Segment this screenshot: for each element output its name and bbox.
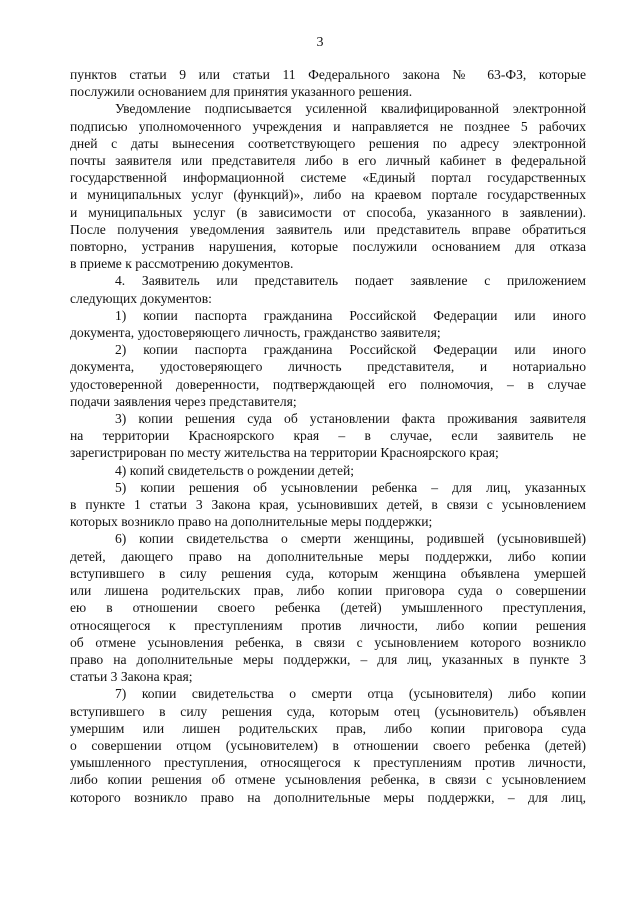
paragraph xyxy=(70,100,586,272)
text-line: документа, удостоверяющего личность представителя, и нотариально xyxy=(70,359,586,375)
text-line: которого возникло право на дополнительные меры поддержки, – для лиц, xyxy=(70,789,586,805)
paragraph xyxy=(70,272,586,306)
paragraph xyxy=(70,410,586,462)
paragraph xyxy=(70,530,586,685)
text-line: 2) копии паспорта гражданина Российской Федерации или иного xyxy=(115,342,586,358)
text-line: 5) копии решения об усыновлении ребенка – для лиц, указанных xyxy=(115,479,586,495)
text-line: удостоверенной доверенности, подтверждающей его полномочия, – в случае xyxy=(70,376,586,392)
text-line: в приеме к рассмотрению документов. xyxy=(70,256,294,272)
text-line: относящегося к преступлениям против личности, либо копии решения xyxy=(70,617,586,633)
text-line: 1) копии паспорта гражданина Российской Федерации или иного xyxy=(115,307,586,323)
text-line: подачи заявления через представителя; xyxy=(70,393,297,409)
text-line: 3) копии решения суда об установлении факта проживания заявителя xyxy=(115,411,586,427)
text-line: 7) копии свидетельства о смерти отца (усыновителя) либо копии xyxy=(115,686,586,702)
paragraph xyxy=(70,341,586,410)
text-line: Уведомление подписывается усиленной квалифицированной электронной xyxy=(115,101,586,117)
text-line: в пункте 1 статьи 3 Закона края, усыновивших детей, в связи с усыновлением xyxy=(70,497,586,513)
text-line: вступившего в силу решения суда, которым отец (усыновитель) объявлен xyxy=(70,703,586,719)
paragraph xyxy=(70,479,586,531)
text-line: следующих документов: xyxy=(70,290,212,306)
text-line: государственной информационной системе «Единый портал государственных xyxy=(70,170,586,186)
text-line: либо копии решения об отмене усыновления ребенка, в связи с усыновлением xyxy=(70,772,586,788)
text-line: о совершении отцом (усыновителем) в отношении своего ребенка (детей) xyxy=(70,737,586,753)
text-line: детей, дающего право на дополнительные меры поддержки, либо копии xyxy=(70,548,586,564)
text-line: 4) копий свидетельств о рождении детей; xyxy=(115,462,355,478)
text-line: повторно, устранив нарушения, которые послужили основанием для отказа xyxy=(70,239,586,255)
text-line: ею в отношении своего ребенка (детей) умышленного преступления, xyxy=(70,600,586,616)
paragraph xyxy=(70,307,586,341)
paragraph xyxy=(70,462,586,479)
text-line: или лишена родительских прав, либо копии приговора суда о совершении xyxy=(70,583,586,599)
text-line: на территории Красноярского края – в случае, если заявитель не xyxy=(70,428,586,444)
text-line: 6) копии свидетельства о смерти женщины, родившей (усыновившей) xyxy=(115,531,586,547)
paragraph xyxy=(70,66,586,100)
text-line: статьи 3 Закона края; xyxy=(70,669,193,685)
text-line: право на дополнительные меры поддержки, – для лиц, указанных в пункте 3 xyxy=(70,651,586,667)
text-line: которых возникло право на дополнительные меры поддержки; xyxy=(70,514,433,530)
paragraph xyxy=(70,685,586,805)
text-line: и муниципальных услуг (в зависимости от способа, указанного в заявлении). xyxy=(70,204,586,220)
text-line: подписью уполномоченного учреждения и направляется не позднее 5 рабочих xyxy=(70,118,586,134)
document-body xyxy=(70,66,586,806)
text-line: дней с даты вынесения соответствующего решения по адресу электронной xyxy=(70,135,586,151)
text-line: вступившего в силу решения суда, которым женщина объявлена умершей xyxy=(70,565,586,581)
text-line: документа, удостоверяющего личность, гражданство заявителя; xyxy=(70,325,441,341)
text-line: умышленного преступления, относящегося к преступлениям против личности, xyxy=(70,755,586,771)
text-line: почты заявителя или представителя либо в его личный кабинет в федеральной xyxy=(70,153,586,169)
text-line: об отмене усыновления ребенка, в связи с усыновлением которого возникло xyxy=(70,634,586,650)
text-line: послужили основанием для принятия указанного решения. xyxy=(70,84,413,100)
text-line: умершим или лишен родительских прав, либо копии приговора суда xyxy=(70,720,586,736)
text-line: и муниципальных услуг (функций)», либо на краевом портале государственных xyxy=(70,187,586,203)
text-line: пунктов статьи 9 или статьи 11 Федерального закона № 63-ФЗ, которые xyxy=(70,67,586,82)
text-line: 4. Заявитель или представитель подает заявление с приложением xyxy=(115,273,586,289)
text-line: зарегистрирован по месту жительства на территории Красноярского края; xyxy=(70,445,499,461)
page-number: 3 xyxy=(316,35,324,50)
text-line: После получения уведомления заявитель или представитель вправе обратиться xyxy=(70,221,586,237)
